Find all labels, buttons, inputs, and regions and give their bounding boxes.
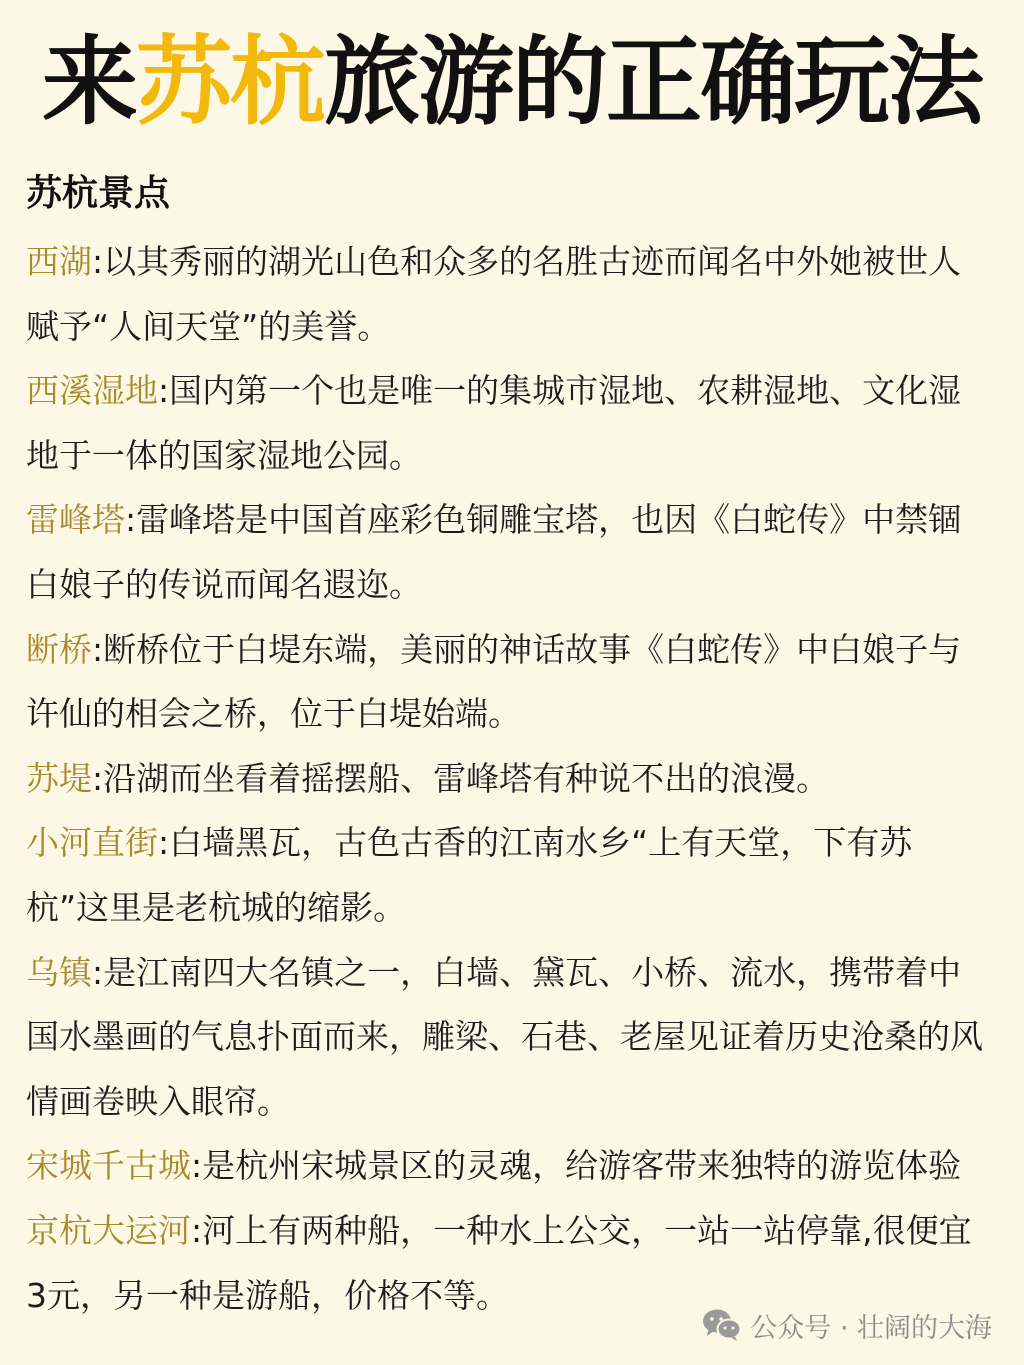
attraction-name: 断桥 [26,629,92,669]
attraction-description: :河上有两种船，一种水上公交，一站一站停靠,很便宜3元，另一种是游船，价格不等。 [26,1210,972,1315]
attraction-name: 西湖 [26,242,92,281]
attraction-description: :以其秀丽的湖光山色和众多的名胜古迹而闻名中外她被世人赋予“人间天堂”的美誉。 [26,242,962,346]
attraction-item [26,811,992,940]
title-part-1: 来 [42,26,136,138]
attraction-name: 京杭大运河 [26,1210,191,1250]
attraction-item [26,230,992,359]
attraction-item [26,359,992,488]
wechat-icon [702,1308,742,1342]
attraction-name: 西溪湿地 [26,371,158,411]
title-highlight: 苏杭 [136,26,324,138]
attraction-name: 苏堤 [26,758,92,798]
watermark [702,1307,992,1343]
attraction-description: :沿湖而坐看着摇摆船、雷峰塔有种说不出的浪漫。 [92,758,830,798]
attraction-item [26,488,992,617]
attraction-description: :白墙黑瓦，古色古香的江南水乡“上有天堂，下有苏杭”这里是老杭城的缩影。 [26,823,913,927]
attraction-name: 雷峰塔 [26,500,125,540]
attraction-item [26,941,992,1135]
attraction-name: 乌镇 [26,952,92,992]
attraction-description: :雷峰塔是中国首座彩色铜雕宝塔，也因《白蛇传》中禁锢白娘子的传说而闻名遐迩。 [26,500,962,604]
attraction-description: :是江南四大名镇之一，白墙、黛瓦、小桥、流水，携带着中国水墨画的气息扑面而来，雕梁、石巷、老屋见证着历史沧桑的风情画卷映入眼帘。 [26,952,983,1121]
attraction-name: 宋城千古城 [26,1146,191,1186]
watermark-text: 公众号 · 壮阔的大海 [750,1312,992,1344]
attraction-description: :断桥位于白堤东端，美丽的神话故事《白蛇传》中白娘子与许仙的相会之桥，位于白堤始端。 [26,629,962,734]
attraction-name: 小河直街 [26,823,158,863]
attractions-list [26,230,992,1328]
section-heading: 苏杭景点 [26,173,171,214]
attraction-item [26,618,992,747]
attraction-description: :国内第一个也是唯一的集城市湿地、农耕湿地、文化湿地于一体的国家湿地公园。 [26,371,962,475]
attraction-description: :是杭州宋城景区的灵魂，给游客带来独特的游览体验 [191,1146,962,1186]
page-title [0,22,1024,142]
attraction-item [26,747,992,812]
attraction-item [26,1134,992,1199]
title-part-2: 旅游的正确玩法 [324,26,982,138]
